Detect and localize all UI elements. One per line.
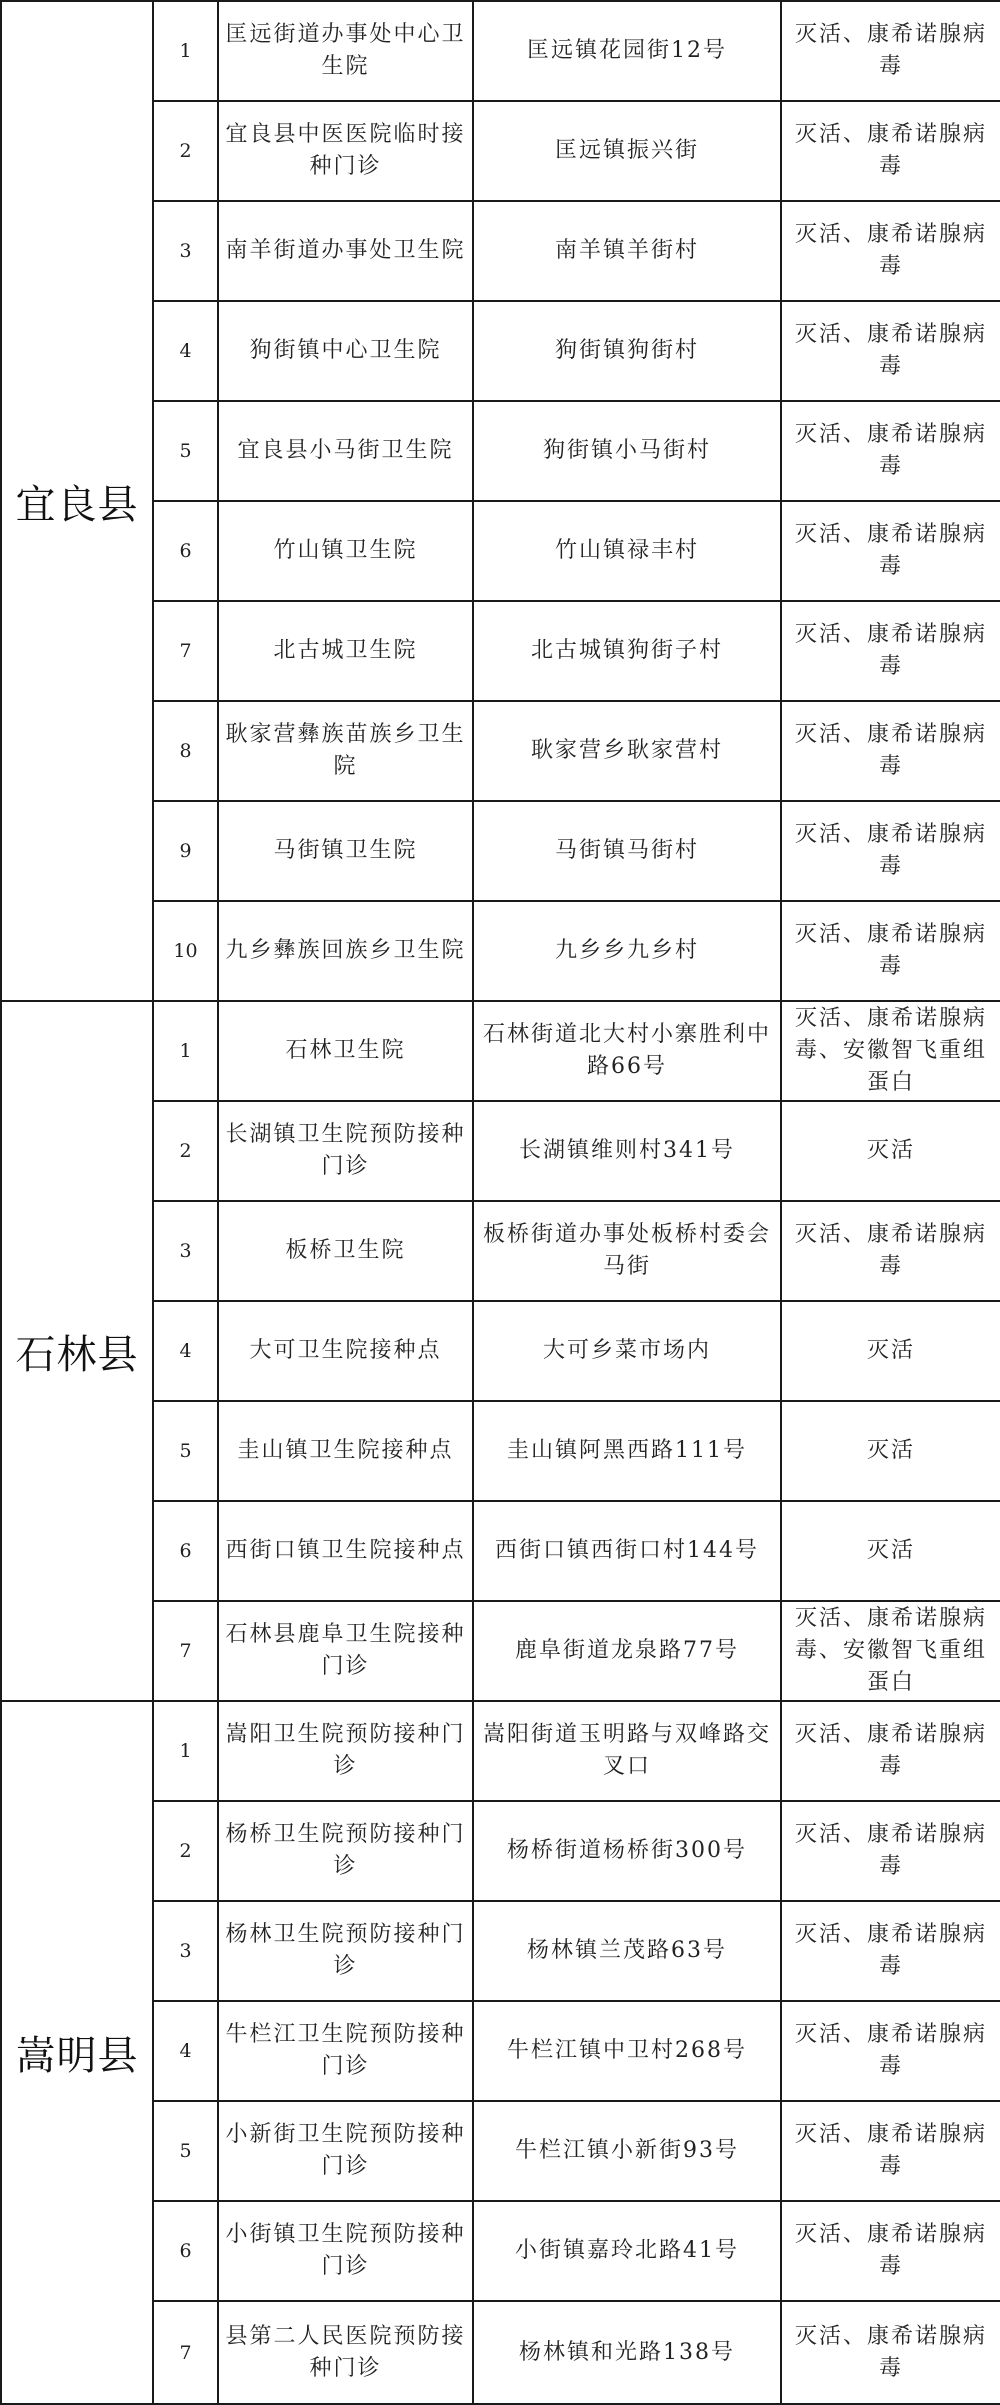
site-address: 南羊镇羊街村: [473, 201, 781, 301]
vaccine-types: 灭活、康希诺腺病毒: [781, 901, 1000, 1001]
vaccine-types: 灭活、康希诺腺病毒: [781, 601, 1000, 701]
site-number: 3: [153, 1901, 218, 2001]
site-number: 5: [153, 1401, 218, 1501]
table-row: [1, 1, 1000, 101]
vaccine-types: 灭活: [781, 1301, 1000, 1401]
site-name: 耿家营彝族苗族乡卫生院: [218, 701, 473, 801]
site-name: 西街口镇卫生院接种点: [218, 1501, 473, 1601]
site-name: 牛栏江卫生院预防接种门诊: [218, 2001, 473, 2101]
site-address: 匡远镇花园街12号: [473, 1, 781, 101]
county-name: 石林县: [1, 1001, 153, 1701]
county-name: 宜良县: [1, 1, 153, 1001]
site-number: 1: [153, 1001, 218, 1101]
vaccine-types: 灭活、康希诺腺病毒、安徽智飞重组蛋白: [781, 1601, 1000, 1701]
vaccine-types: 灭活、康希诺腺病毒: [781, 101, 1000, 201]
site-number: 2: [153, 1101, 218, 1201]
site-address: 杨林镇和光路138号: [473, 2301, 781, 2404]
site-name: 宜良县小马街卫生院: [218, 401, 473, 501]
site-address: 大可乡菜市场内: [473, 1301, 781, 1401]
site-address: 狗街镇小马街村: [473, 401, 781, 501]
site-number: 8: [153, 701, 218, 801]
site-address: 长湖镇维则村341号: [473, 1101, 781, 1201]
vaccine-types: 灭活、康希诺腺病毒: [781, 1901, 1000, 2001]
site-name: 圭山镇卫生院接种点: [218, 1401, 473, 1501]
site-address: 匡远镇振兴街: [473, 101, 781, 201]
site-name: 石林卫生院: [218, 1001, 473, 1101]
site-number: 9: [153, 801, 218, 901]
site-address: 竹山镇禄丰村: [473, 501, 781, 601]
vaccine-types: 灭活、康希诺腺病毒: [781, 501, 1000, 601]
site-address: 北古城镇狗街子村: [473, 601, 781, 701]
site-name: 县第二人民医院预防接种门诊: [218, 2301, 473, 2404]
site-name: 马街镇卫生院: [218, 801, 473, 901]
site-address: 杨桥街道杨桥街300号: [473, 1801, 781, 1901]
site-address: 九乡乡九乡村: [473, 901, 781, 1001]
site-address: 牛栏江镇小新街93号: [473, 2101, 781, 2201]
table-row: [1, 1701, 1000, 1801]
site-number: 2: [153, 1801, 218, 1901]
site-number: 7: [153, 1601, 218, 1701]
vaccine-types: 灭活、康希诺腺病毒、安徽智飞重组蛋白: [781, 1001, 1000, 1101]
site-number: 5: [153, 2101, 218, 2201]
site-number: 3: [153, 201, 218, 301]
site-address: 西街口镇西街口村144号: [473, 1501, 781, 1601]
site-number: 4: [153, 301, 218, 401]
site-number: 3: [153, 1201, 218, 1301]
vaccine-types: 灭活: [781, 1101, 1000, 1201]
site-name: 小街镇卫生院预防接种门诊: [218, 2201, 473, 2301]
site-name: 板桥卫生院: [218, 1201, 473, 1301]
site-address: 牛栏江镇中卫村268号: [473, 2001, 781, 2101]
vaccine-types: 灭活、康希诺腺病毒: [781, 2101, 1000, 2201]
site-name: 匡远街道办事处中心卫生院: [218, 1, 473, 101]
site-name: 石林县鹿阜卫生院接种门诊: [218, 1601, 473, 1701]
site-name: 大可卫生院接种点: [218, 1301, 473, 1401]
site-address: 杨林镇兰茂路63号: [473, 1901, 781, 2001]
site-number: 7: [153, 601, 218, 701]
site-number: 10: [153, 901, 218, 1001]
vaccine-types: 灭活、康希诺腺病毒: [781, 1, 1000, 101]
site-number: 2: [153, 101, 218, 201]
site-address: 小街镇嘉玲北路41号: [473, 2201, 781, 2301]
site-number: 6: [153, 501, 218, 601]
vaccine-types: 灭活: [781, 1501, 1000, 1601]
site-number: 1: [153, 1, 218, 101]
site-name: 竹山镇卫生院: [218, 501, 473, 601]
site-address: 狗街镇狗街村: [473, 301, 781, 401]
site-number: 6: [153, 1501, 218, 1601]
vaccine-types: 灭活、康希诺腺病毒: [781, 301, 1000, 401]
vaccine-types: 灭活、康希诺腺病毒: [781, 2301, 1000, 2404]
site-name: 杨林卫生院预防接种门诊: [218, 1901, 473, 2001]
vaccine-types: 灭活、康希诺腺病毒: [781, 1801, 1000, 1901]
site-number: 7: [153, 2301, 218, 2404]
site-name: 宜良县中医医院临时接种门诊: [218, 101, 473, 201]
site-name: 嵩阳卫生院预防接种门诊: [218, 1701, 473, 1801]
vaccine-types: 灭活、康希诺腺病毒: [781, 401, 1000, 501]
site-number: 4: [153, 1301, 218, 1401]
vaccine-types: 灭活、康希诺腺病毒: [781, 1201, 1000, 1301]
site-address: 马街镇马街村: [473, 801, 781, 901]
site-address: 耿家营乡耿家营村: [473, 701, 781, 801]
site-number: 6: [153, 2201, 218, 2301]
site-name: 九乡彝族回族乡卫生院: [218, 901, 473, 1001]
vaccine-types: 灭活、康希诺腺病毒: [781, 1701, 1000, 1801]
site-name: 长湖镇卫生院预防接种门诊: [218, 1101, 473, 1201]
table-body: [1, 1, 1000, 2404]
vaccine-types: 灭活、康希诺腺病毒: [781, 2201, 1000, 2301]
site-number: 4: [153, 2001, 218, 2101]
vaccine-types: 灭活、康希诺腺病毒: [781, 701, 1000, 801]
county-name: 嵩明县: [1, 1701, 153, 2404]
vaccine-types: 灭活、康希诺腺病毒: [781, 801, 1000, 901]
site-address: 嵩阳街道玉明路与双峰路交叉口: [473, 1701, 781, 1801]
site-name: 杨桥卫生院预防接种门诊: [218, 1801, 473, 1901]
site-address: 板桥街道办事处板桥村委会马街: [473, 1201, 781, 1301]
vaccine-types: 灭活、康希诺腺病毒: [781, 201, 1000, 301]
site-number: 1: [153, 1701, 218, 1801]
site-address: 石林街道北大村小寨胜利中路66号: [473, 1001, 781, 1101]
site-name: 小新街卫生院预防接种门诊: [218, 2101, 473, 2201]
site-address: 圭山镇阿黑西路111号: [473, 1401, 781, 1501]
vaccine-types: 灭活: [781, 1401, 1000, 1501]
site-name: 北古城卫生院: [218, 601, 473, 701]
site-name: 狗街镇中心卫生院: [218, 301, 473, 401]
vaccine-types: 灭活、康希诺腺病毒: [781, 2001, 1000, 2101]
table-row: [1, 1001, 1000, 1101]
site-name: 南羊街道办事处卫生院: [218, 201, 473, 301]
site-address: 鹿阜街道龙泉路77号: [473, 1601, 781, 1701]
site-number: 5: [153, 401, 218, 501]
